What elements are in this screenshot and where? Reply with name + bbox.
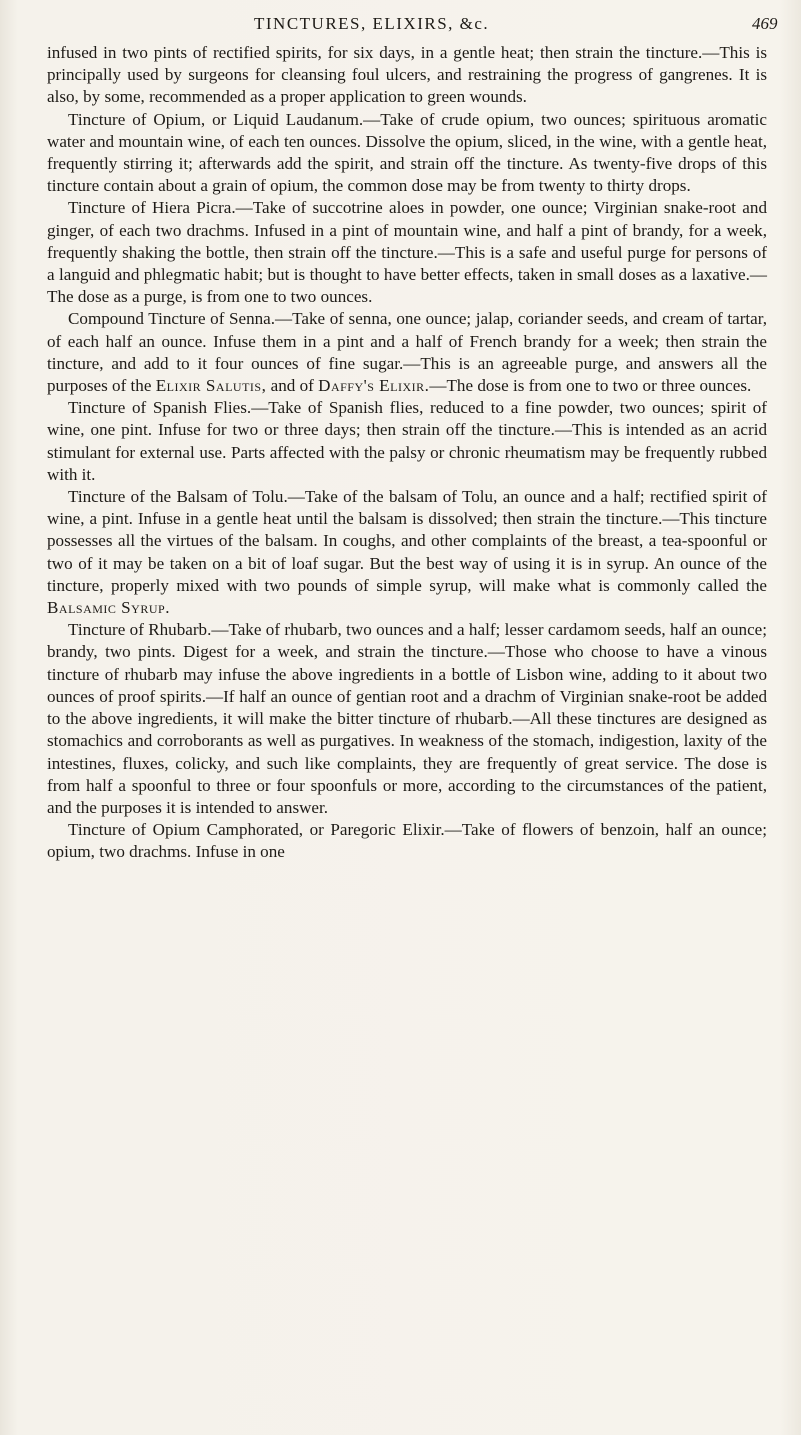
paragraph-compound-tincture-of-senna xyxy=(47,308,767,397)
paragraph-paregoric-elixir: Tincture of Opium Camphorated, or Paregoric Elixir.—Take of flowers of benzoin, half an ounce; opium, two drachms. Infuse in one xyxy=(47,820,767,862)
paragraph-tincture-of-rhubarb: Tincture of Rhubarb.—Take of rhubarb, two ounces and a half; lesser cardamom seeds, half an ounce; brandy, two pints. Digest for a week, and strain the tincture.—Those who choose to have a vinous tincture of rhubarb may infuse the above ingredients in a bottle of Lisbon wine, adding to it about two ounces of proof spirits.—If half an ounce of gentian root and a drachm of Virginian snake-root be added to the above ingredients, it will make the bitter tincture of rhubarb.—All these tinctures are designed as stomachics and corroborants as well as purgatives. In weakness of the stomach, indigestion, laxity of the intestines, fluxes, colicky, and such like complaints, they are frequently of great service. The dose is from half a spoonful to three or four spoonfuls or more, according to the circumstances of the patient, and the purposes it is intended to answer. xyxy=(47,620,767,817)
body-text xyxy=(47,42,767,864)
senna-text-end: —The dose is from one to two or three ounces. xyxy=(429,376,752,396)
balsamic-syrup-term: Balsamic Syrup. xyxy=(47,598,170,618)
paragraph-tincture-of-hiera-picra: Tincture of Hiera Picra.—Take of succotrine aloes in powder, one ounce; Virginian snake-root and ginger, of each two drachms. Infused in a pint of mountain wine, and half a pint of brandy, for a week, frequently shaking the bottle, then strain off the tincture.—This is a safe and useful purge for persons of a languid and phlegmatic habit; but is thought to have better effects, taken in small doses as a laxative.—The dose as a purge, is from one to two ounces. xyxy=(47,198,767,307)
paragraph-tincture-of-spanish-flies: Tincture of Spanish Flies.—Take of Spanish flies, reduced to a fine powder, two ounces; spirit of wine, one pint. Infuse for two or three days; then strain off the tincture.—This is intended as an acrid stimulant for external use. Parts affected with the palsy or chronic rheumatism may be frequently rubbed with it. xyxy=(47,398,767,484)
senna-text-start: Compound Tincture of Senna.—Take of senna, one ounce; jalap, coriander seeds, and cream of tartar, of each half an ounce. Infuse them in a pint and a half of French brandy for a week; then strain the tincture, and add to it four ounces of fine sugar.—This is an agreeable purge, and answers all the purposes of the xyxy=(47,309,767,396)
paragraph-continuation: infused in two pints of rectified spirits, for six days, in a gentle heat; then strain the tincture.—This is principally used by surgeons for cleansing foul ulcers, and restraining the progress of gangrenes. It is also, by some, recommended as a proper application to green wounds. xyxy=(47,43,767,107)
paragraph-tincture-of-opium: Tincture of Opium, or Liquid Laudanum.—Take of crude opium, two ounces; spirituous aromatic water and mountain wine, of each ten ounces. Dissolve the opium, sliced, in the wine, with a gentle heat, frequently stirring it; afterwards add the spirit, and strain off the tincture. As twenty-five drops of this tincture contain about a grain of opium, the common dose may be from twenty to thirty drops. xyxy=(47,109,767,196)
page-number: 469 xyxy=(752,14,778,33)
elixir-salutis-term: Elixir Salutis, xyxy=(155,376,267,396)
paragraph-tincture-of-balsam-of-tolu xyxy=(47,486,767,619)
daffys-elixir-term: Daffy's Elixir. xyxy=(318,376,430,396)
tolu-text: Tincture of the Balsam of Tolu.—Take of the balsam of Tolu, an ounce and a half; rectified spirit of wine, a pint. Infuse in a gentle heat until the balsam is dissolved; then strain the tincture.—This tincture possesses all the virtues of the balsam. In coughs, and other complaints of the breast, a tea-spoonful or two of it may be taken on a bit of loaf sugar. But the best way of using it is in syrup. An ounce of the tincture, properly mixed with two pounds of simple syrup, will make what is commonly called the xyxy=(47,487,767,595)
senna-text-mid: and of xyxy=(266,376,319,396)
running-title: TINCTURES, ELIXIRS, &c. xyxy=(254,14,490,33)
